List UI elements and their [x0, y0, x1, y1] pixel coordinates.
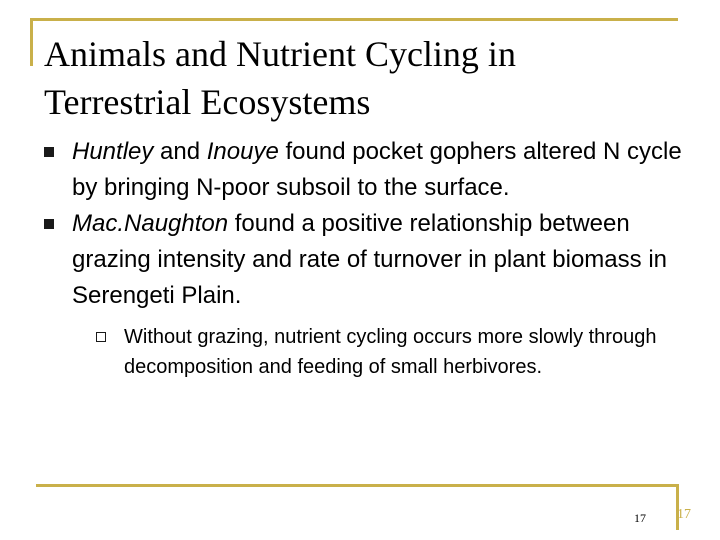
- hollow-square-bullet-icon: [96, 332, 106, 342]
- page-number: 17: [634, 511, 646, 525]
- bullet-text: found pocket gophers altered N cycle by bringing N-poor subsoil to the surface.: [72, 138, 682, 201]
- author-huntley: Huntley: [72, 138, 154, 165]
- square-bullet-icon: [44, 147, 54, 157]
- sub-bullet-item-1: [96, 322, 684, 382]
- top-rule: [30, 18, 678, 21]
- author-macnaughton: Mac.Naughton: [72, 210, 229, 237]
- left-rule: [30, 18, 33, 66]
- bottom-rule: [36, 484, 678, 487]
- sub-bullet-text: Without grazing, nutrient cycling occurs more slowly through decomposition and feeding of small herbivores.: [124, 326, 657, 378]
- bullet-list: [44, 134, 684, 382]
- square-bullet-icon: [44, 219, 54, 229]
- bullet-text: and: [153, 138, 207, 165]
- bullet-text: found a positive relationship between grazing intensity and rate of turnover in plant biomass in Serengeti Plain.: [72, 210, 667, 309]
- bullet-item-1: [44, 134, 684, 206]
- slide-title: Animals and Nutrient Cycling in Terrestrial Ecosystems: [44, 34, 516, 122]
- page-number-accent: 17: [677, 507, 691, 522]
- author-inouye: Inouye: [206, 138, 279, 165]
- bullet-item-2: [44, 206, 684, 314]
